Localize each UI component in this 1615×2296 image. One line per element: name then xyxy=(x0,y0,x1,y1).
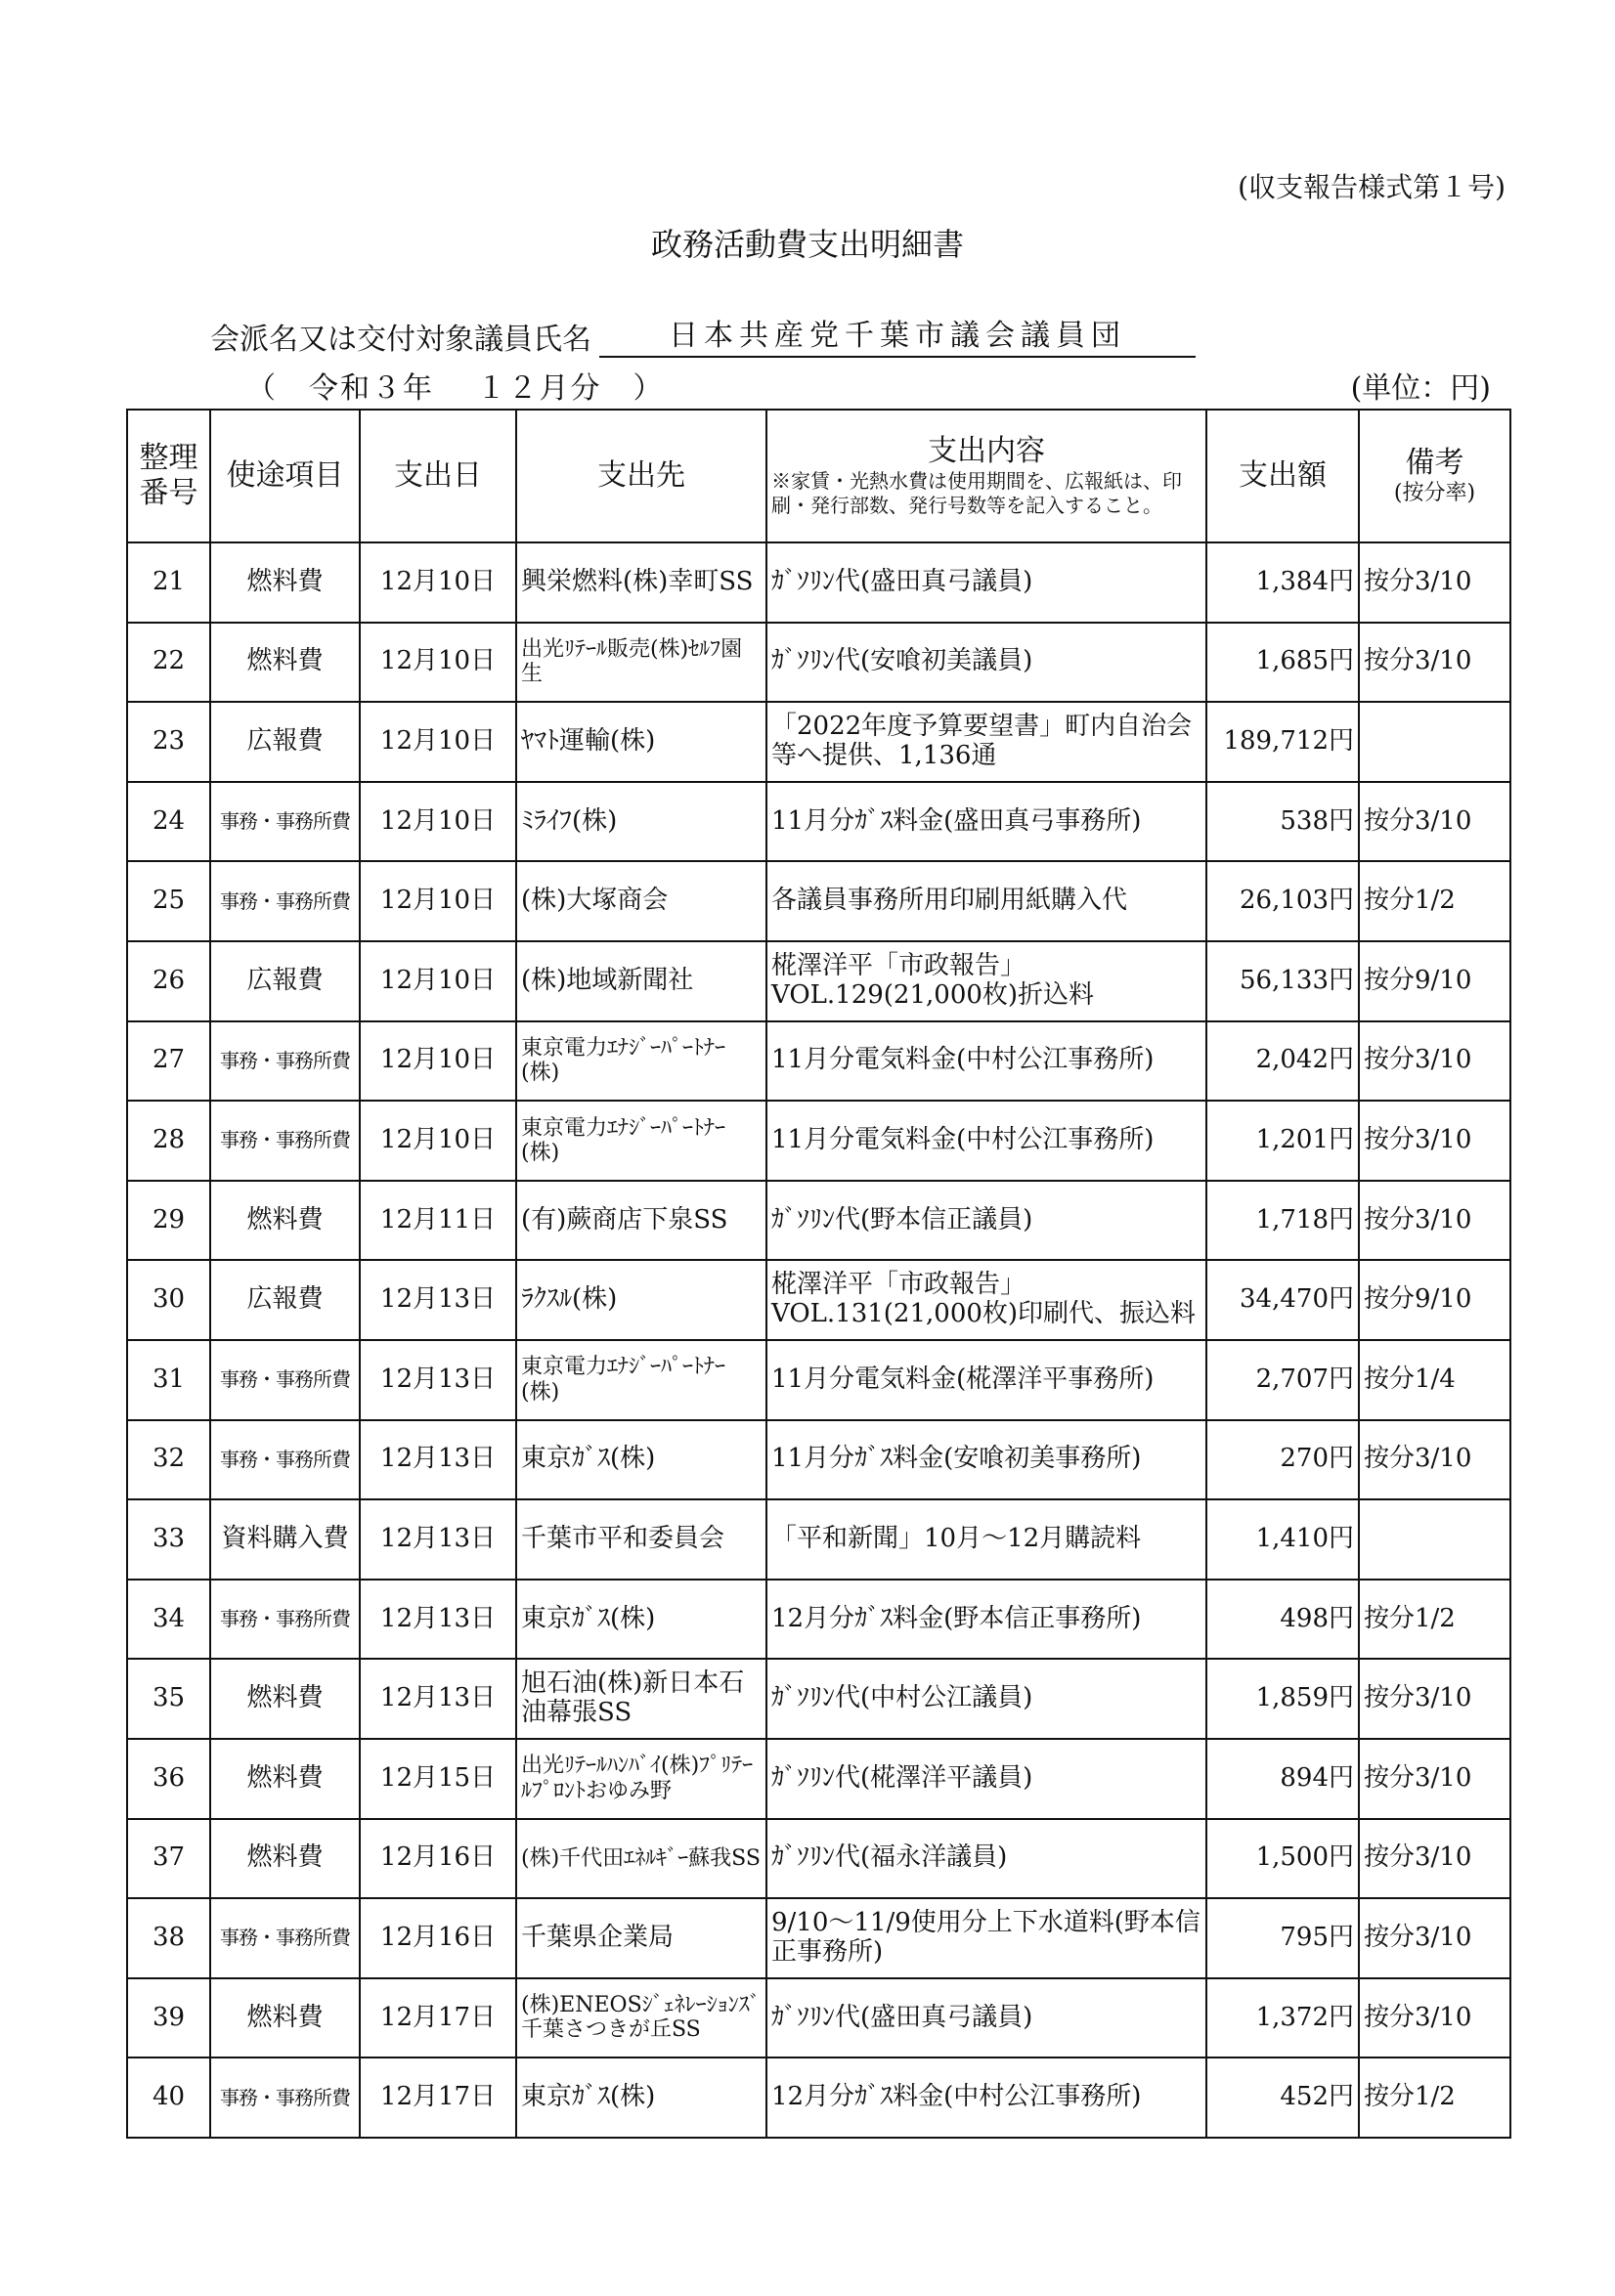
row-number: 28 xyxy=(127,1101,210,1181)
row-payee: (株)地域新聞社 xyxy=(516,941,766,1021)
table-row xyxy=(127,1101,1510,1181)
row-number: 27 xyxy=(127,1021,210,1102)
row-number: 36 xyxy=(127,1739,210,1819)
row-payee: 千葉県企業局 xyxy=(516,1898,766,1978)
row-amount: 538円 xyxy=(1206,782,1359,862)
row-number: 35 xyxy=(127,1659,210,1739)
row-payee: (有)蕨商店下泉SS xyxy=(516,1181,766,1261)
row-payee: 東京電力ｴﾅｼﾞｰﾊﾟｰﾄﾅｰ(株) xyxy=(516,1340,766,1420)
row-number: 33 xyxy=(127,1499,210,1580)
row-detail: 11月分電気料金(椛澤洋平事務所) xyxy=(766,1340,1206,1420)
row-payee: 東京ｶﾞｽ(株) xyxy=(516,1420,766,1500)
row-date: 12月10日 xyxy=(360,941,516,1021)
row-amount: 34,470円 xyxy=(1206,1260,1359,1340)
row-category: 事務・事務所費 xyxy=(210,2058,360,2138)
header-category: 使途項目 xyxy=(210,410,360,542)
row-category: 資料購入費 xyxy=(210,1499,360,1580)
row-payee: 東京ｶﾞｽ(株) xyxy=(516,1580,766,1660)
table-row xyxy=(127,1420,1510,1500)
row-remark: 按分9/10 xyxy=(1359,1260,1510,1340)
table-row xyxy=(127,1260,1510,1340)
row-remark: 按分3/10 xyxy=(1359,623,1510,703)
row-category: 事務・事務所費 xyxy=(210,1580,360,1660)
row-detail: ｶﾞｿﾘﾝ代(野本信正議員) xyxy=(766,1181,1206,1261)
header-payee: 支出先 xyxy=(516,410,766,542)
row-payee: 東京電力ｴﾅｼﾞｰﾊﾟｰﾄﾅｰ(株) xyxy=(516,1021,766,1102)
row-remark: 按分3/10 xyxy=(1359,542,1510,623)
row-date: 12月10日 xyxy=(360,702,516,782)
row-date: 12月16日 xyxy=(360,1819,516,1899)
row-number: 37 xyxy=(127,1819,210,1899)
row-category: 燃料費 xyxy=(210,1978,360,2058)
row-number: 30 xyxy=(127,1260,210,1340)
row-detail: 12月分ｶﾞｽ料金(野本信正事務所) xyxy=(766,1580,1206,1660)
row-number: 25 xyxy=(127,861,210,941)
row-amount: 1,685円 xyxy=(1206,623,1359,703)
row-amount: 1,500円 xyxy=(1206,1819,1359,1899)
row-date: 12月13日 xyxy=(360,1580,516,1660)
row-detail: 9/10～11/9使用分上下水道料(野本信正事務所) xyxy=(766,1898,1206,1978)
row-number: 23 xyxy=(127,702,210,782)
table-row xyxy=(127,1181,1510,1261)
header-detail-title: 支出内容 xyxy=(928,434,1045,468)
row-category: 広報費 xyxy=(210,1260,360,1340)
row-category: 事務・事務所費 xyxy=(210,1101,360,1181)
row-amount: 1,372円 xyxy=(1206,1978,1359,2058)
expense-table xyxy=(126,409,1511,2139)
table-row xyxy=(127,782,1510,862)
row-number: 32 xyxy=(127,1420,210,1500)
row-payee: ﾗｸｽﾙ(株) xyxy=(516,1260,766,1340)
row-category: 事務・事務所費 xyxy=(210,1340,360,1420)
row-remark: 按分3/10 xyxy=(1359,1739,1510,1819)
row-amount: 189,712円 xyxy=(1206,702,1359,782)
row-category: 事務・事務所費 xyxy=(210,782,360,862)
row-detail: 11月分電気料金(中村公江事務所) xyxy=(766,1101,1206,1181)
row-amount: 2,042円 xyxy=(1206,1021,1359,1102)
page-title: 政務活動費支出明細書 xyxy=(650,226,964,263)
row-payee: (株)大塚商会 xyxy=(516,861,766,941)
header-remark-sub: (按分率) xyxy=(1393,481,1476,506)
row-detail: ｶﾞｿﾘﾝ代(福永洋議員) xyxy=(766,1819,1206,1899)
row-amount: 795円 xyxy=(1206,1898,1359,1978)
header-detail xyxy=(766,410,1206,542)
row-date: 12月10日 xyxy=(360,861,516,941)
header-detail-note: ※家賃・光熱水費は使用期間を、広報紙は、印刷・発行部数、発行号数等を記入すること。 xyxy=(771,469,1182,517)
row-date: 12月15日 xyxy=(360,1739,516,1819)
row-number: 34 xyxy=(127,1580,210,1660)
row-remark: 按分1/2 xyxy=(1359,2058,1510,2138)
row-detail: 「平和新聞」10月～12月購読料 xyxy=(766,1499,1206,1580)
row-category: 広報費 xyxy=(210,702,360,782)
row-remark: 按分3/10 xyxy=(1359,1978,1510,2058)
row-remark: 按分1/4 xyxy=(1359,1340,1510,1420)
row-number: 31 xyxy=(127,1340,210,1420)
row-remark: 按分1/2 xyxy=(1359,1580,1510,1660)
row-category: 燃料費 xyxy=(210,1819,360,1899)
row-remark: 按分3/10 xyxy=(1359,1101,1510,1181)
header-no: 整理番号 xyxy=(127,410,210,542)
row-date: 12月11日 xyxy=(360,1181,516,1261)
table-row xyxy=(127,941,1510,1021)
table-row xyxy=(127,623,1510,703)
row-payee: 出光ﾘﾃｰﾙﾊﾝﾊﾞｲ(株)ﾌﾟﾘﾃｰﾙﾌﾟﾛﾝﾄおゆみ野 xyxy=(516,1739,766,1819)
row-date: 12月10日 xyxy=(360,623,516,703)
form-number: (収支報告様式第１号) xyxy=(1238,171,1506,203)
row-category: 事務・事務所費 xyxy=(210,1898,360,1978)
table-row xyxy=(127,1739,1510,1819)
row-detail: ｶﾞｿﾘﾝ代(盛田真弓議員) xyxy=(766,1978,1206,2058)
row-date: 12月10日 xyxy=(360,1101,516,1181)
row-remark: 按分3/10 xyxy=(1359,1819,1510,1899)
table-row xyxy=(127,1021,1510,1102)
row-detail: 11月分ｶﾞｽ料金(安喰初美事務所) xyxy=(766,1420,1206,1500)
row-remark: 按分3/10 xyxy=(1359,1898,1510,1978)
row-detail: ｶﾞｿﾘﾝ代(中村公江議員) xyxy=(766,1659,1206,1739)
row-detail: 各議員事務所用印刷用紙購入代 xyxy=(766,861,1206,941)
row-detail: ｶﾞｿﾘﾝ代(盛田真弓議員) xyxy=(766,542,1206,623)
period: （ 令和３年 １２月分 ） xyxy=(246,371,665,406)
header-amount: 支出額 xyxy=(1206,410,1359,542)
row-remark: 按分3/10 xyxy=(1359,1181,1510,1261)
row-date: 12月13日 xyxy=(360,1260,516,1340)
header-row xyxy=(127,410,1510,542)
row-number: 24 xyxy=(127,782,210,862)
header-remark-title: 備考 xyxy=(1405,446,1464,481)
row-date: 12月13日 xyxy=(360,1340,516,1420)
table-row xyxy=(127,702,1510,782)
row-number: 38 xyxy=(127,1898,210,1978)
row-amount: 270円 xyxy=(1206,1420,1359,1500)
table-row xyxy=(127,1659,1510,1739)
row-payee: ﾔﾏﾄ運輸(株) xyxy=(516,702,766,782)
row-number: 40 xyxy=(127,2058,210,2138)
row-payee: 千葉市平和委員会 xyxy=(516,1499,766,1580)
row-number: 26 xyxy=(127,941,210,1021)
row-amount: 1,718円 xyxy=(1206,1181,1359,1261)
row-payee: 興栄燃料(株)幸町SS xyxy=(516,542,766,623)
row-category: 事務・事務所費 xyxy=(210,1420,360,1500)
row-detail: 椛澤洋平「市政報告」VOL.129(21,000枚)折込料 xyxy=(766,941,1206,1021)
row-date: 12月16日 xyxy=(360,1898,516,1978)
row-payee: 旭石油(株)新日本石油幕張SS xyxy=(516,1659,766,1739)
table-row xyxy=(127,1580,1510,1660)
row-detail: 椛澤洋平「市政報告」VOL.131(21,000枚)印刷代、振込料 xyxy=(766,1260,1206,1340)
header-date: 支出日 xyxy=(360,410,516,542)
header-remark xyxy=(1359,410,1510,542)
row-remark xyxy=(1359,702,1510,782)
row-amount: 894円 xyxy=(1206,1739,1359,1819)
row-detail: ｶﾞｿﾘﾝ代(椛澤洋平議員) xyxy=(766,1739,1206,1819)
row-amount: 452円 xyxy=(1206,2058,1359,2138)
row-amount: 1,384円 xyxy=(1206,542,1359,623)
row-payee: (株)千代田ｴﾈﾙｷﾞｰ蘇我SS xyxy=(516,1819,766,1899)
row-amount: 1,859円 xyxy=(1206,1659,1359,1739)
row-date: 12月10日 xyxy=(360,782,516,862)
row-amount: 2,707円 xyxy=(1206,1340,1359,1420)
row-amount: 1,410円 xyxy=(1206,1499,1359,1580)
row-number: 21 xyxy=(127,542,210,623)
row-remark: 按分9/10 xyxy=(1359,941,1510,1021)
row-payee: 東京ｶﾞｽ(株) xyxy=(516,2058,766,2138)
row-remark: 按分3/10 xyxy=(1359,1420,1510,1500)
row-amount: 498円 xyxy=(1206,1580,1359,1660)
row-detail: 「2022年度予算要望書」町内自治会等へ提供、1,136通 xyxy=(766,702,1206,782)
row-remark: 按分3/10 xyxy=(1359,782,1510,862)
org-row xyxy=(210,311,1196,358)
row-category: 事務・事務所費 xyxy=(210,861,360,941)
row-remark: 按分3/10 xyxy=(1359,1021,1510,1102)
row-number: 22 xyxy=(127,623,210,703)
row-date: 12月17日 xyxy=(360,1978,516,2058)
unit-label: (単位：円) xyxy=(1350,371,1491,406)
row-category: 事務・事務所費 xyxy=(210,1021,360,1102)
table-row xyxy=(127,1898,1510,1978)
row-date: 12月10日 xyxy=(360,1021,516,1102)
row-category: 広報費 xyxy=(210,941,360,1021)
table-row xyxy=(127,1499,1510,1580)
row-detail: 11月分ｶﾞｽ料金(盛田真弓事務所) xyxy=(766,782,1206,862)
row-payee: 出光ﾘﾃｰﾙ販売(株)ｾﾙﾌ園生 xyxy=(516,623,766,703)
row-number: 29 xyxy=(127,1181,210,1261)
row-payee: (株)ENEOSｼﾞｪﾈﾚｰｼｮﾝｽﾞ千葉さつきが丘SS xyxy=(516,1978,766,2058)
row-date: 12月13日 xyxy=(360,1420,516,1500)
row-detail: 11月分電気料金(中村公江事務所) xyxy=(766,1021,1206,1102)
table-row xyxy=(127,861,1510,941)
row-detail: 12月分ｶﾞｽ料金(中村公江事務所) xyxy=(766,2058,1206,2138)
row-category: 燃料費 xyxy=(210,1739,360,1819)
row-category: 燃料費 xyxy=(210,623,360,703)
org-label: 会派名又は交付対象議員氏名 xyxy=(210,323,591,357)
row-date: 12月17日 xyxy=(360,2058,516,2138)
row-date: 12月13日 xyxy=(360,1499,516,1580)
table-row xyxy=(127,1340,1510,1420)
row-amount: 1,201円 xyxy=(1206,1101,1359,1181)
row-remark: 按分1/2 xyxy=(1359,861,1510,941)
row-amount: 56,133円 xyxy=(1206,941,1359,1021)
row-number: 39 xyxy=(127,1978,210,2058)
row-category: 燃料費 xyxy=(210,1659,360,1739)
table-row xyxy=(127,1978,1510,2058)
row-amount: 26,103円 xyxy=(1206,861,1359,941)
table-row xyxy=(127,2058,1510,2138)
table-row xyxy=(127,542,1510,623)
row-category: 燃料費 xyxy=(210,542,360,623)
row-date: 12月13日 xyxy=(360,1659,516,1739)
row-date: 12月10日 xyxy=(360,542,516,623)
row-remark xyxy=(1359,1499,1510,1580)
row-payee: 東京電力ｴﾅｼﾞｰﾊﾟｰﾄﾅｰ(株) xyxy=(516,1101,766,1181)
row-remark: 按分3/10 xyxy=(1359,1659,1510,1739)
row-category: 燃料費 xyxy=(210,1181,360,1261)
row-payee: ﾐﾗｲﾌ(株) xyxy=(516,782,766,862)
org-name: 日本共産党千葉市議会議員団 xyxy=(599,311,1196,358)
row-detail: ｶﾞｿﾘﾝ代(安喰初美議員) xyxy=(766,623,1206,703)
table-row xyxy=(127,1819,1510,1899)
